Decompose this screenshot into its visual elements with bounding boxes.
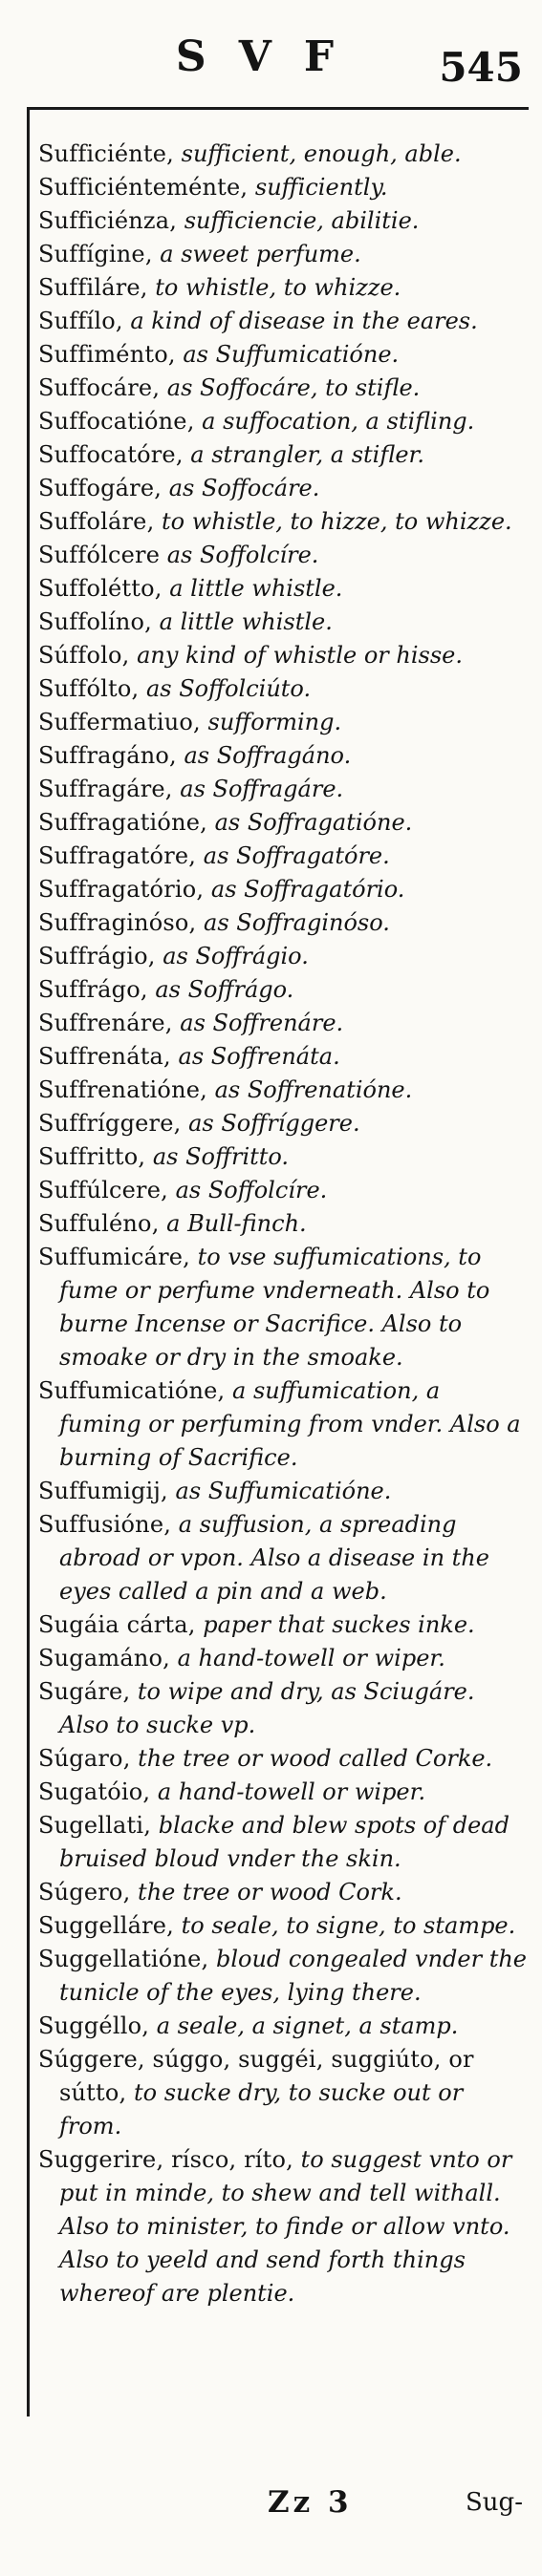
headword: Suffolíno, (38, 608, 152, 635)
dictionary-entry (38, 171, 529, 204)
dictionary-entry (38, 2143, 529, 2310)
gloss: a hand-towell or wiper. (169, 1645, 445, 1671)
headword: Suffogáre, (38, 475, 163, 501)
dictionary-entry (38, 1241, 529, 1374)
headword: Súffolo, (38, 642, 130, 669)
headword: Suffólto, (38, 675, 140, 702)
headword: Sufficiénza, (38, 207, 178, 234)
headword: Suffraginóso, (38, 909, 197, 936)
dictionary-entry (38, 606, 529, 639)
dictionary-entry (38, 973, 529, 1007)
headword: Suffólcere (38, 542, 161, 568)
dictionary-entry (38, 472, 529, 505)
gloss: sufforming. (200, 709, 342, 735)
gloss: as Soffríggere. (181, 1110, 360, 1137)
headword: Suffragáno, (38, 742, 177, 769)
page-footer (0, 2481, 542, 2539)
dictionary-entry (38, 1374, 529, 1475)
headword: Suggerire, rísco, ríto, (38, 2146, 293, 2173)
dictionary-entry (38, 1207, 529, 1241)
page-header (0, 11, 542, 91)
gloss: a suffumication, a fuming or perfuming from vnder. Also a burning of Sacrifice. (59, 1377, 521, 1471)
catchword: Sug- (466, 2488, 523, 2517)
headword: Suffríggere, (38, 1110, 182, 1137)
headword: Sugatóio, (38, 1778, 151, 1805)
headword: Suffocatióne, (38, 408, 195, 435)
gloss: sufficiencie, abilitie. (177, 207, 420, 234)
gloss: bloud congealed vnder the tunicle of the eyes, lying there. (59, 1946, 528, 2006)
gloss: as Soffritto. (145, 1143, 290, 1170)
gloss: as Soffrenáre. (172, 1010, 344, 1036)
headword: Suffritto, (38, 1143, 146, 1170)
gloss: blacke and blew spots of dead bruised bloud vnder the skin. (59, 1812, 509, 1872)
headword: Suffiláre, (38, 274, 148, 301)
dictionary-entry (38, 438, 529, 472)
dictionary-entry (38, 2043, 529, 2143)
gloss: paper that suckes inke. (195, 1611, 475, 1638)
gloss: to suggest vnto or put in minde, to shew and tell withall. Also to minister, to finde or allow vnto. Also to yeeld and send forth things whereof are plentie. (59, 2146, 512, 2307)
column-rule (27, 107, 30, 2416)
headword: Súggere, súggo, suggéi, suggiúto, or sútto, (38, 2046, 474, 2106)
headword: Suggelláre, (38, 1912, 174, 1939)
gloss: a suffocation, a stifling. (194, 408, 475, 435)
dictionary-entry (38, 1909, 529, 1943)
headword: Suffígine, (38, 241, 153, 267)
dictionary-entry (38, 1675, 529, 1742)
gloss: as Soffragatióne. (206, 809, 413, 836)
gloss: a strangler, a stifler. (183, 441, 425, 468)
gloss: any kind of whistle or hisse. (129, 642, 463, 669)
gloss: as Suffumicatióne. (167, 1478, 392, 1504)
gloss: as Soffolcíre. (167, 1177, 328, 1203)
entry-list (38, 138, 529, 2310)
gloss: to seale, to signe, to stampe. (174, 1912, 516, 1939)
headword: Suggellatióne, (38, 1946, 209, 1972)
headword: Suffoláre, (38, 508, 155, 535)
dictionary-entry (38, 906, 529, 940)
headword: Súgaro, (38, 1745, 131, 1772)
dictionary-entry (38, 1174, 529, 1207)
gloss: as Soffragáno. (176, 742, 352, 769)
headword: Sufficiénte, (38, 140, 174, 167)
dictionary-entry (38, 405, 529, 438)
gloss: as Soffragáre. (172, 776, 344, 802)
headword: Suffrágio, (38, 943, 156, 969)
gloss: as Soffrágo. (147, 976, 294, 1003)
gloss: as Soffraginóso. (196, 909, 390, 936)
headword: Suffolétto, (38, 575, 163, 602)
headword: Suffrenatióne, (38, 1076, 207, 1103)
running-head: SVF (175, 32, 367, 81)
headword: Suffusióne, (38, 1511, 172, 1538)
dictionary-entry (38, 1876, 529, 1909)
gloss: to whistle, to hizze, to whizze. (154, 508, 512, 535)
headword: Sugáre, (38, 1678, 131, 1705)
gloss: a seale, a signet, a stamp. (149, 2012, 459, 2039)
headword: Suffumicáre, (38, 1244, 191, 1270)
headword: Suffrágo, (38, 976, 148, 1003)
dictionary-entry (38, 1040, 529, 1074)
dictionary-entry (38, 1608, 529, 1642)
gloss: a sweet perfume. (152, 241, 361, 267)
headword: Suffragáre, (38, 776, 173, 802)
gloss: the tree or wood called Corke. (130, 1745, 493, 1772)
headword: Suffrenáre, (38, 1010, 173, 1036)
gloss: sufficient, enough, able. (174, 140, 462, 167)
dictionary-entry (38, 1074, 529, 1107)
gloss: a kind of disease in the eares. (122, 308, 478, 334)
dictionary-entry (38, 1809, 529, 1876)
gloss: as Soffrenatióne. (206, 1076, 413, 1103)
gloss: as Soffragatóre. (196, 842, 390, 869)
gloss: as Soffolcíre. (160, 542, 319, 568)
headword: Suffúlcere, (38, 1177, 168, 1203)
gloss: sufficiently. (248, 174, 388, 201)
gloss: a suffusion, a spreading abroad or vpon. Also a disease in the eyes called a pin and a web. (59, 1511, 489, 1605)
headword: Suffocáre, (38, 374, 161, 401)
dictionary-entry (38, 1508, 529, 1608)
headword: Suffrenáta, (38, 1043, 171, 1070)
gloss: the tree or wood Cork. (130, 1879, 402, 1905)
dictionary-entry (38, 372, 529, 405)
headword: Suffragatório, (38, 876, 205, 903)
dictionary-entry (38, 706, 529, 739)
headword: Suffílo, (38, 308, 123, 334)
gloss: a little whistle. (162, 575, 343, 602)
gloss: as Soffocáre, to stifle. (160, 374, 421, 401)
dictionary-entry (38, 539, 529, 572)
gloss: as Soffrenáta. (170, 1043, 340, 1070)
headword: Suffermatiuo, (38, 709, 201, 735)
page-number: 545 (439, 44, 523, 91)
headword: Suggéllo, (38, 2012, 150, 2039)
dictionary-entry (38, 940, 529, 973)
dictionary-entry (38, 773, 529, 806)
headword: Sugellati, (38, 1812, 152, 1839)
dictionary-entry (38, 204, 529, 238)
dictionary-entry (38, 739, 529, 773)
dictionary-entry (38, 1107, 529, 1140)
gloss: as Soffolciúto. (139, 675, 312, 702)
gloss: to vse suffumications, to fume or perfume vnderneath. Also to burne Incense or Sacrifice. Also to smoake or dry in the smoake. (59, 1244, 490, 1371)
dictionary-entry (38, 840, 529, 873)
dictionary-entry (38, 572, 529, 606)
dictionary-entry (38, 672, 529, 706)
headword: Suffragatóre, (38, 842, 197, 869)
headword: Sufficiénteménte, (38, 174, 249, 201)
signature-mark: Zz 3 (268, 2485, 353, 2520)
headword: Súgero, (38, 1879, 131, 1905)
dictionary-entry (38, 2010, 529, 2043)
dictionary-entry (38, 505, 529, 539)
dictionary-entry (38, 873, 529, 906)
gloss: as Suffumicatióne. (175, 341, 400, 368)
gloss: to wipe and dry, as Sciugáre. Also to sucke vp. (59, 1678, 475, 1738)
dictionary-entry (38, 271, 529, 305)
dictionary-entry (38, 238, 529, 271)
gloss: as Soffrágio. (155, 943, 309, 969)
dictionary-entry (38, 1475, 529, 1508)
headword: Suffumicatióne, (38, 1377, 226, 1404)
dictionary-entry (38, 1007, 529, 1040)
headword: Sugáia cárta, (38, 1611, 196, 1638)
dictionary-entry (38, 806, 529, 840)
dictionary-entry (38, 305, 529, 338)
dictionary-entry (38, 639, 529, 672)
gloss: as Soffragatório. (204, 876, 405, 903)
dictionary-entry (38, 338, 529, 372)
dictionary-entry (38, 1140, 529, 1174)
header-rule (27, 107, 529, 110)
gloss: as Soffocáre. (162, 475, 320, 501)
gloss: a Bull-finch. (159, 1210, 307, 1237)
dictionary-entry (38, 1642, 529, 1675)
headword: Suffiménto, (38, 341, 176, 368)
headword: Suffuléno, (38, 1210, 160, 1237)
dictionary-entry (38, 1776, 529, 1809)
gloss: to sucke dry, to sucke out or from. (59, 2079, 464, 2140)
headword: Suffumigij, (38, 1478, 168, 1504)
gloss: to whistle, to whizze. (147, 274, 401, 301)
headword: Suffocatóre, (38, 441, 184, 468)
headword: Suffragatióne, (38, 809, 207, 836)
dictionary-entry (38, 1943, 529, 2010)
gloss: a hand-towell or wiper. (150, 1778, 426, 1805)
dictionary-entry (38, 138, 529, 171)
gloss: a little whistle. (152, 608, 333, 635)
headword: Sugamáno, (38, 1645, 170, 1671)
dictionary-entry (38, 1742, 529, 1776)
